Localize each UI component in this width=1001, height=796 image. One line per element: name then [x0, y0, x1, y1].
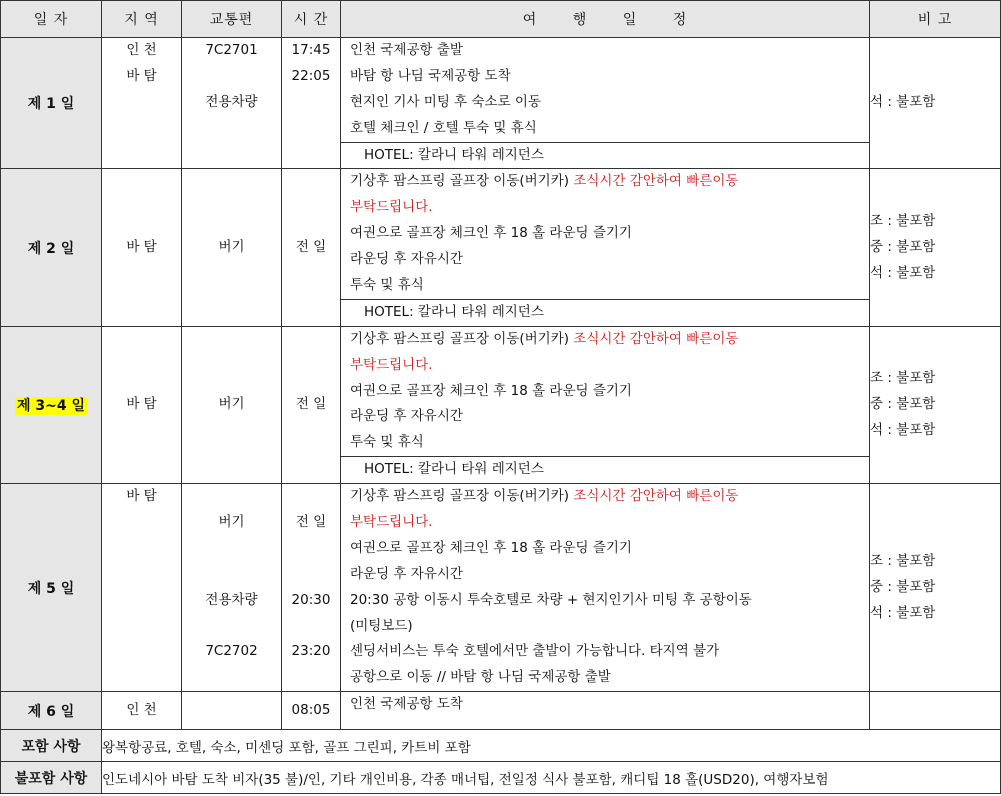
day-label-cell: [1, 38, 102, 169]
meal-note: 조 : 불포함: [870, 370, 936, 387]
region-cell-lines: [102, 235, 181, 261]
plan-text: 여권으로 골프장 체크인 후 18 홀 라운딩 즐기기: [350, 382, 632, 399]
plan-line: [341, 116, 869, 142]
day-label: 제 3~4 일: [16, 397, 85, 414]
region-cell-lines: [102, 38, 181, 90]
plan-text: 인천 국제공항 도착: [350, 696, 463, 713]
hotel-line: HOTEL: 칼라니 타워 레지던스: [341, 299, 869, 326]
plan-line: [341, 221, 869, 247]
included-row: [1, 730, 1001, 762]
header-time: 시 간: [282, 1, 341, 38]
transport-line: 7C2702: [205, 643, 258, 660]
plan-text: 공항으로 이동 // 바탐 항 나딤 국제공항 출발: [350, 669, 611, 686]
transport-line: 전용차량: [205, 93, 258, 110]
transport-line: 버기: [218, 396, 245, 413]
day-row: [1, 326, 1001, 483]
day-label: 제 5 일: [27, 580, 75, 597]
plan-line: [341, 327, 869, 353]
time-cell: [282, 38, 341, 169]
header-row: [1, 1, 1001, 38]
day-row: [1, 169, 1001, 326]
plan-line: [341, 510, 869, 536]
plan-text: 여권으로 골프장 체크인 후 18 홀 라운딩 즐기기: [350, 539, 632, 556]
plan-lines: [341, 692, 869, 718]
region-cell: [102, 38, 182, 169]
plan-line: [341, 379, 869, 405]
note-lines: [870, 90, 1000, 116]
meal-note: 석 : 불포함: [870, 264, 936, 281]
time-line: 전 일: [295, 396, 327, 413]
excluded-row: [1, 762, 1001, 794]
plan-text: 센딩서비스는 투숙 호텔에서만 출발이 가능합니다. 타지역 불가: [350, 643, 720, 660]
transport-cell: [182, 692, 282, 730]
note-lines: [870, 549, 1000, 627]
note-cell: [870, 169, 1001, 326]
included-text: 왕복항공료, 호텔, 숙소, 미센딩 포함, 골프 그린피, 카트비 포함: [102, 730, 1001, 762]
plan-cell: [341, 484, 870, 692]
header-region: 지 역: [102, 1, 182, 38]
plan-lines: [341, 327, 869, 483]
plan-cell: [341, 326, 870, 483]
region-line: 바 탐: [126, 67, 157, 84]
region-cell: [102, 169, 182, 326]
transport-line: 버기: [218, 238, 245, 255]
plan-line: [341, 639, 869, 665]
header-plan: 여 행 일 정: [341, 1, 870, 38]
meal-note: 석 : 불포함: [870, 604, 936, 621]
transport-line: 버기: [218, 514, 245, 531]
plan-text: 인천 국제공항 출발: [350, 42, 463, 58]
time-line: [282, 614, 340, 640]
plan-text: 현지인 기사 미팅 후 숙소로 이동: [350, 93, 541, 110]
region-cell: [102, 326, 182, 483]
plan-text: 바탐 항 나딤 국제공항 도착: [350, 67, 511, 84]
hotel-line: HOTEL: 칼라니 타워 레지던스: [341, 456, 869, 483]
plan-cell: [341, 169, 870, 326]
plan-text: 투숙 및 휴식: [350, 434, 424, 451]
plan-text: 라운딩 후 자유시간: [350, 565, 463, 582]
plan-red-note: 부탁드립니다.: [350, 356, 433, 373]
plan-line: [341, 247, 869, 273]
plan-line: [341, 536, 869, 562]
time-line: 20:30: [291, 591, 331, 608]
meal-note: 석 : 불포함: [870, 421, 936, 438]
time-line: [282, 665, 340, 691]
meal-note: 중 : 불포함: [870, 578, 936, 595]
transport-cell-lines: [182, 235, 281, 261]
plan-text: (미팅보드): [350, 617, 413, 634]
header-note: 비 고: [870, 1, 1001, 38]
day-row: [1, 692, 1001, 730]
transport-cell-lines: [182, 392, 281, 418]
meal-note: 중 : 불포함: [870, 396, 936, 413]
region-line: 바 탐: [126, 396, 157, 413]
time-line: 17:45: [291, 42, 331, 58]
transport-cell: [182, 326, 282, 483]
time-cell: [282, 484, 341, 692]
plan-line: [341, 169, 869, 195]
region-cell: [102, 484, 182, 692]
time-cell: [282, 692, 341, 730]
day-label-cell: [1, 692, 102, 730]
plan-text: 기상후 팜스프링 골프장 이동(버기카): [350, 173, 574, 190]
transport-cell-lines: [182, 38, 281, 116]
plan-text: 호텔 체크인 / 호텔 투숙 및 휴식: [350, 119, 537, 136]
day-label-cell: [1, 169, 102, 326]
plan-line: [341, 484, 869, 510]
region-cell-lines: [102, 484, 181, 510]
day-label-cell: [1, 326, 102, 483]
plan-line: [341, 430, 869, 456]
plan-red-note: 부탁드립니다.: [350, 514, 433, 531]
time-cell-lines: [282, 698, 340, 724]
time-cell-lines: [282, 484, 340, 691]
plan-text: 여권으로 골프장 체크인 후 18 홀 라운딩 즐기기: [350, 225, 632, 242]
time-line: 22:05: [291, 67, 331, 84]
excluded-label: 불포함 사항: [1, 762, 102, 794]
region-line: 인 천: [126, 42, 157, 58]
note-lines: [870, 209, 1000, 287]
time-cell: [282, 169, 341, 326]
plan-line: [341, 614, 869, 640]
time-line: [282, 484, 340, 510]
plan-lines: [341, 169, 869, 325]
plan-line: [341, 273, 869, 299]
transport-line: [182, 536, 281, 562]
plan-line: [341, 90, 869, 116]
plan-text: 라운딩 후 자유시간: [350, 408, 463, 425]
time-cell-lines: [282, 235, 340, 261]
day-row: [1, 38, 1001, 169]
time-line: 23:20: [291, 643, 331, 660]
plan-line: [341, 665, 869, 691]
hotel-line: HOTEL: 칼라니 타워 레지던스: [341, 142, 869, 169]
plan-line: [341, 64, 869, 90]
header-transport: 교통편: [182, 1, 282, 38]
region-cell-lines: [102, 698, 181, 724]
time-line: [282, 562, 340, 588]
time-line: 전 일: [295, 238, 327, 255]
note-cell: [870, 484, 1001, 692]
transport-cell: [182, 484, 282, 692]
note-lines: [870, 366, 1000, 444]
plan-text: 투숙 및 휴식: [350, 277, 424, 294]
plan-cell: [341, 38, 870, 169]
meal-note: 조 : 불포함: [870, 212, 936, 229]
day-label: 제 1 일: [27, 96, 75, 113]
region-line: 바 탐: [126, 488, 157, 505]
excluded-text: 인도네시아 바탐 도착 비자(35 불)/인, 기타 개인비용, 각종 매너팁, 전일정 식사 불포함, 캐디팁 18 홀(USD20), 여행자보험: [102, 762, 1001, 794]
transport-line: [182, 64, 281, 90]
transport-line: [182, 614, 281, 640]
plan-line: [341, 404, 869, 430]
day-label: 제 2 일: [27, 240, 75, 257]
transport-line: 7C2701: [205, 42, 258, 58]
time-line: 08:05: [291, 701, 331, 718]
region-line: 바 탐: [126, 238, 157, 255]
transport-cell: [182, 38, 282, 169]
plan-lines: [341, 484, 869, 691]
region-cell-lines: [102, 392, 181, 418]
plan-cell: [341, 692, 870, 730]
plan-line: [341, 588, 869, 614]
transport-line: 전용차량: [205, 591, 258, 608]
day-label-cell: [1, 484, 102, 692]
note-cell: [870, 326, 1001, 483]
plan-text: 기상후 팜스프링 골프장 이동(버기카): [350, 330, 574, 347]
meal-note: 조 : 불포함: [870, 552, 936, 569]
note-cell: [870, 692, 1001, 730]
plan-line: [341, 692, 869, 718]
time-line: 전 일: [295, 514, 327, 531]
note-cell: [870, 38, 1001, 169]
plan-red-note: 조식시간 감안하여 빠른이동: [573, 488, 739, 505]
region-line: 인 천: [126, 701, 157, 718]
transport-line: [182, 484, 281, 510]
plan-red-note: 조식시간 감안하여 빠른이동: [573, 330, 739, 347]
time-cell: [282, 326, 341, 483]
time-cell-lines: [282, 392, 340, 418]
plan-line: [341, 38, 869, 64]
transport-cell-lines: [182, 484, 281, 691]
transport-line: [182, 562, 281, 588]
time-cell-lines: [282, 38, 340, 90]
region-cell: [102, 692, 182, 730]
day-row: [1, 484, 1001, 692]
plan-line: [341, 353, 869, 379]
transport-line: [182, 698, 281, 724]
plan-text: 기상후 팜스프링 골프장 이동(버기카): [350, 488, 574, 505]
plan-text: 20:30 공항 이동시 투숙호텔로 차량 + 현지인기사 미팅 후 공항이동: [350, 591, 752, 608]
header-day: 일 자: [1, 1, 102, 38]
plan-line: [341, 562, 869, 588]
time-line: [282, 536, 340, 562]
included-label: 포함 사항: [1, 730, 102, 762]
transport-cell-lines: [182, 698, 281, 724]
transport-cell: [182, 169, 282, 326]
meal-note: 중 : 불포함: [870, 238, 936, 255]
plan-line: [341, 195, 869, 221]
transport-line: [182, 665, 281, 691]
plan-red-note: 부탁드립니다.: [350, 199, 433, 216]
plan-text: 라운딩 후 자유시간: [350, 251, 463, 268]
meal-note: 석 : 불포함: [870, 94, 936, 111]
plan-lines: [341, 38, 869, 168]
day-label: 제 6 일: [27, 703, 75, 720]
plan-red-note: 조식시간 감안하여 빠른이동: [573, 173, 739, 190]
